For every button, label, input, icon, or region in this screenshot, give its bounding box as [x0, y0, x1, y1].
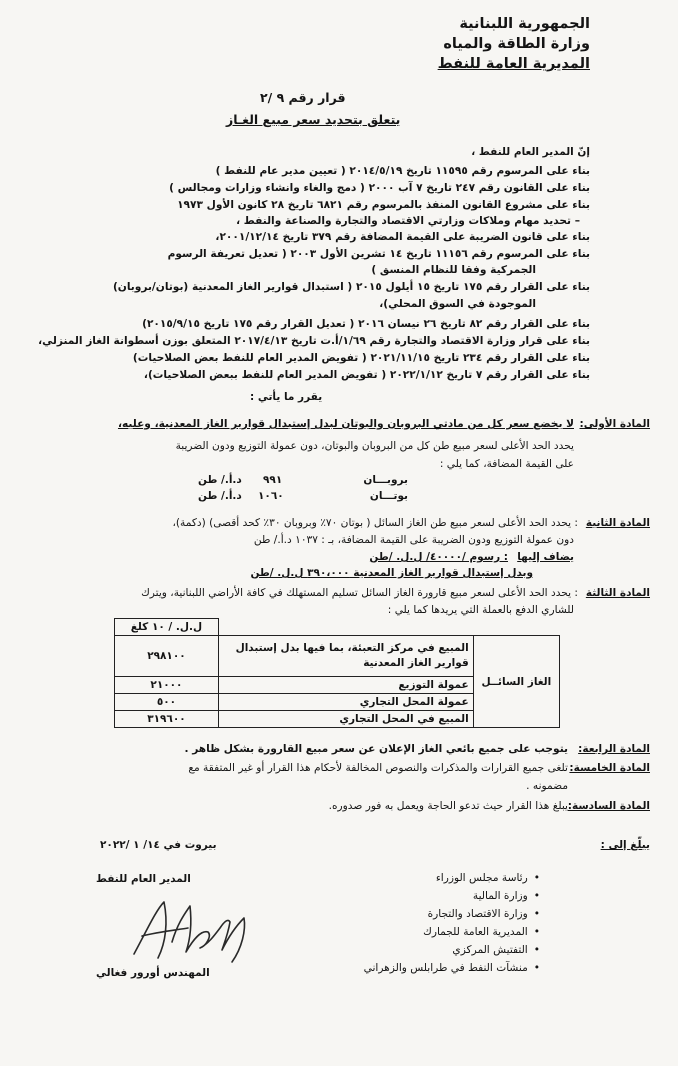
article4-text: يتوجب على جميع بائعي الغاز الإعلان عن سعر مبيع القارورة بشكل ظاهر . [184, 743, 568, 755]
table-empty-cell [218, 619, 473, 636]
preamble-line: بناء على القرار رقم ٨٢ تاريخ ٢٦ نيسان ٢٠١٦ ( تعديل القرار رقم ١٧٥ تاريخ ٢٠١٥/٩/١٥) [142, 318, 590, 330]
unit-header: ل.ل. / ١٠ كلغ [115, 619, 219, 636]
article6-title: المادة السادسة: [567, 800, 650, 812]
propane-label: بروبـــان [363, 474, 408, 486]
article3-text: للشاري الدفع بالعملة التي يريدها كما يلي : [387, 604, 574, 616]
butane-unit: د.أ./ طن [198, 490, 242, 502]
row-label: عمولة المحل التجاري [218, 694, 473, 711]
preamble-line: بناء على قانون الضريبة على القيمة المضافة رقم ٣٧٩ تاريخ ٢٠٠١/١٢/١٤، [215, 231, 590, 243]
preamble-line: الجمركية وفقا للنظام المنسق ) [371, 264, 536, 276]
row-value: ٢١٠٠٠ [115, 677, 219, 694]
table-header-row [115, 619, 560, 636]
preamble-opening: إنّ المدير العام للنفط ، [471, 146, 590, 158]
preamble-line: بناء على المرسوم رقم ١١٥٩٥ تاريخ ٢٠١٤/٥/١٩ ( تعيين مدير عام للنفط ) [215, 165, 590, 177]
cc-item: • وزارة المالية [473, 890, 540, 902]
preamble-line: بناء على المرسوم رقم ١١١٥٦ تاريخ ١٤ تشرين الأول ٢٠٠٣ ( تعديل تعريفة الرسوم [167, 248, 590, 260]
article5-text: تلغى جميع القرارات والمذكرات والنصوص المخالفة لأحكام هذا القرار أو غير المتفقة مع [188, 762, 568, 774]
row-label: المبيع في المحل التجاري [218, 711, 473, 728]
butane-label: بوتـــان [369, 490, 408, 502]
article6-text: يبلغ هذا القرار حيث تدعو الحاجة ويعمل به فور صدوره. [328, 800, 568, 812]
preamble-line: – تحديد مهام وملاكات وزارتي الاقتصاد والتجارة والصناعة والنفط ، [236, 215, 580, 227]
preamble-line: بناء على مشروع القانون المنفذ بالمرسوم رقم ٦٨٢١ تاريخ ٢٨ كانون الأول ١٩٧٣ [177, 199, 590, 211]
preamble-line: بناء على القرار رقم ٢٣٤ تاريخ ٢٠٢١/١١/١٥ ( تفويض المدير العام للنفط بعض الصلاحيات) [132, 352, 590, 364]
decides-heading: يقرر ما يأتي : [250, 391, 323, 403]
row-value: ٣١٩٦٠٠ [115, 711, 219, 728]
price-table [114, 618, 560, 728]
cc-item: • وزارة الاقتصاد والتجارة [428, 908, 540, 920]
preamble-line: بناء على القانون رقم ٢٤٧ تاريخ ٧ آب ٢٠٠٠ ( دمج والغاء وانشاء وزارات ومجالس ) [169, 182, 590, 194]
decision-number: قرار رقم ٩ /٢ [260, 90, 346, 105]
row-value: ٢٩٨١٠٠ [115, 636, 219, 677]
category-cell: الغاز السائــل [473, 636, 559, 728]
row-value: ٥٠٠ [115, 694, 219, 711]
cc-item: • التفتيش المركزي [452, 944, 540, 956]
preamble-line: الموجودة في السوق المحلي)، [379, 298, 536, 310]
article3-title: المادة الثالثة [585, 587, 650, 599]
preamble-line: بناء على القرار رقم ٧ تاريخ ٢٠٢٢/١/١٢ ( تفويض المدير العام للنفط ببعض الصلاحيات)، [143, 369, 590, 381]
article5-title: المادة الخامسة: [569, 762, 650, 774]
article1-text: لا يخضع سعر كل من مادتي البروبان والبوتان لبدل إستبدال قوارير الغاز المعدنية، وعليه، [117, 418, 574, 430]
cc-item: • رئاسة مجلس الوزراء [436, 872, 540, 884]
preamble-line: بناء على قرار وزارة الاقتصاد والتجارة رقم ١/٦٩/أ.ت تاريخ ٢٠١٧/٤/١٣ المتعلق بوزن أسطوانة الغاز المنزلي، [38, 335, 590, 347]
article2-title: المادة الثانية [585, 517, 650, 529]
preamble-line: بناء على القرار رقم ١٧٥ تاريخ ١٥ أيلول ٢٠١٥ ( استبدال قوارير الغاز المعدنية (بوتان/بروبان) [112, 281, 590, 293]
cc-item: • منشآت النفط في طرابلس والزهراني [364, 962, 540, 974]
cc-item: • المديرية العامة للجمارك [423, 926, 540, 938]
article5-text: مضمونه . [526, 780, 568, 792]
article4-title: المادة الرابعة: [578, 743, 650, 755]
article2-add-label: يضاف إليها [517, 551, 574, 563]
header-ministry: وزارة الطاقة والمياه [443, 36, 590, 52]
article2-replacement: وبدل إستبدال قوارير الغاز المعدنية ٣٩٠،٠٠٠ ل.ل. /طن [250, 567, 533, 579]
propane-value: ٩٩١ [263, 474, 283, 486]
article3-text: : يحدد الحد الأعلى لسعر مبيع قارورة الغاز السائل تسليم المستهلك في كافة الأراضي اللبنانية، ويترك [141, 587, 578, 599]
table-empty-cell [473, 619, 559, 636]
article2-text: دون عمولة التوزيع ودون الضريبة على القيمة المضافة، بـ : ١٠٣٧ د.أ./ طن [253, 534, 574, 546]
signatory-name: المهندس أورور فغالي [96, 967, 210, 979]
decision-subject: يتعلق بتحديد سعر مبيع الغـاز [226, 112, 401, 127]
propane-unit: د.أ./ طن [198, 474, 242, 486]
header-republic: الجمهورية اللبنانية [459, 16, 590, 32]
article1-text: على القيمة المضافة، كما يلي : [439, 458, 574, 470]
signatory-title: المدير العام للنفط [96, 873, 191, 885]
cc-title: يبلّغ إلى : [600, 839, 650, 851]
row-label: المبيع في مركز التعبئة، بما فيها بدل إستبدال قوارير الغاز المعدنية [218, 636, 473, 677]
row-label: عمولة التوزيع [218, 677, 473, 694]
article1-text: يحدد الحد الأعلى لسعر مبيع طن كل من البروبان والبوتان، دون عمولة التوزيع ودون الضريبة [175, 440, 574, 452]
table-row [115, 636, 560, 677]
article2-add-value: : رسوم /٤٠٠٠٠/ ل.ل. /طن [369, 551, 508, 563]
header-directorate: المديرية العامة للنفط [437, 56, 590, 72]
date-place: بيروت في ١٤/ ١ /٢٠٢٢ [100, 839, 217, 851]
handwritten-signature [128, 892, 258, 968]
butane-value: ١٠٦٠ [258, 490, 284, 502]
article2-text: : يحدد الحد الأعلى لسعر مبيع طن الغاز السائل ( بوتان ٧٠٪ وبروبان ٣٠٪ كحد أقصى) (دكمة)، [172, 517, 578, 529]
article1-title: المادة الأولى: [579, 418, 650, 430]
